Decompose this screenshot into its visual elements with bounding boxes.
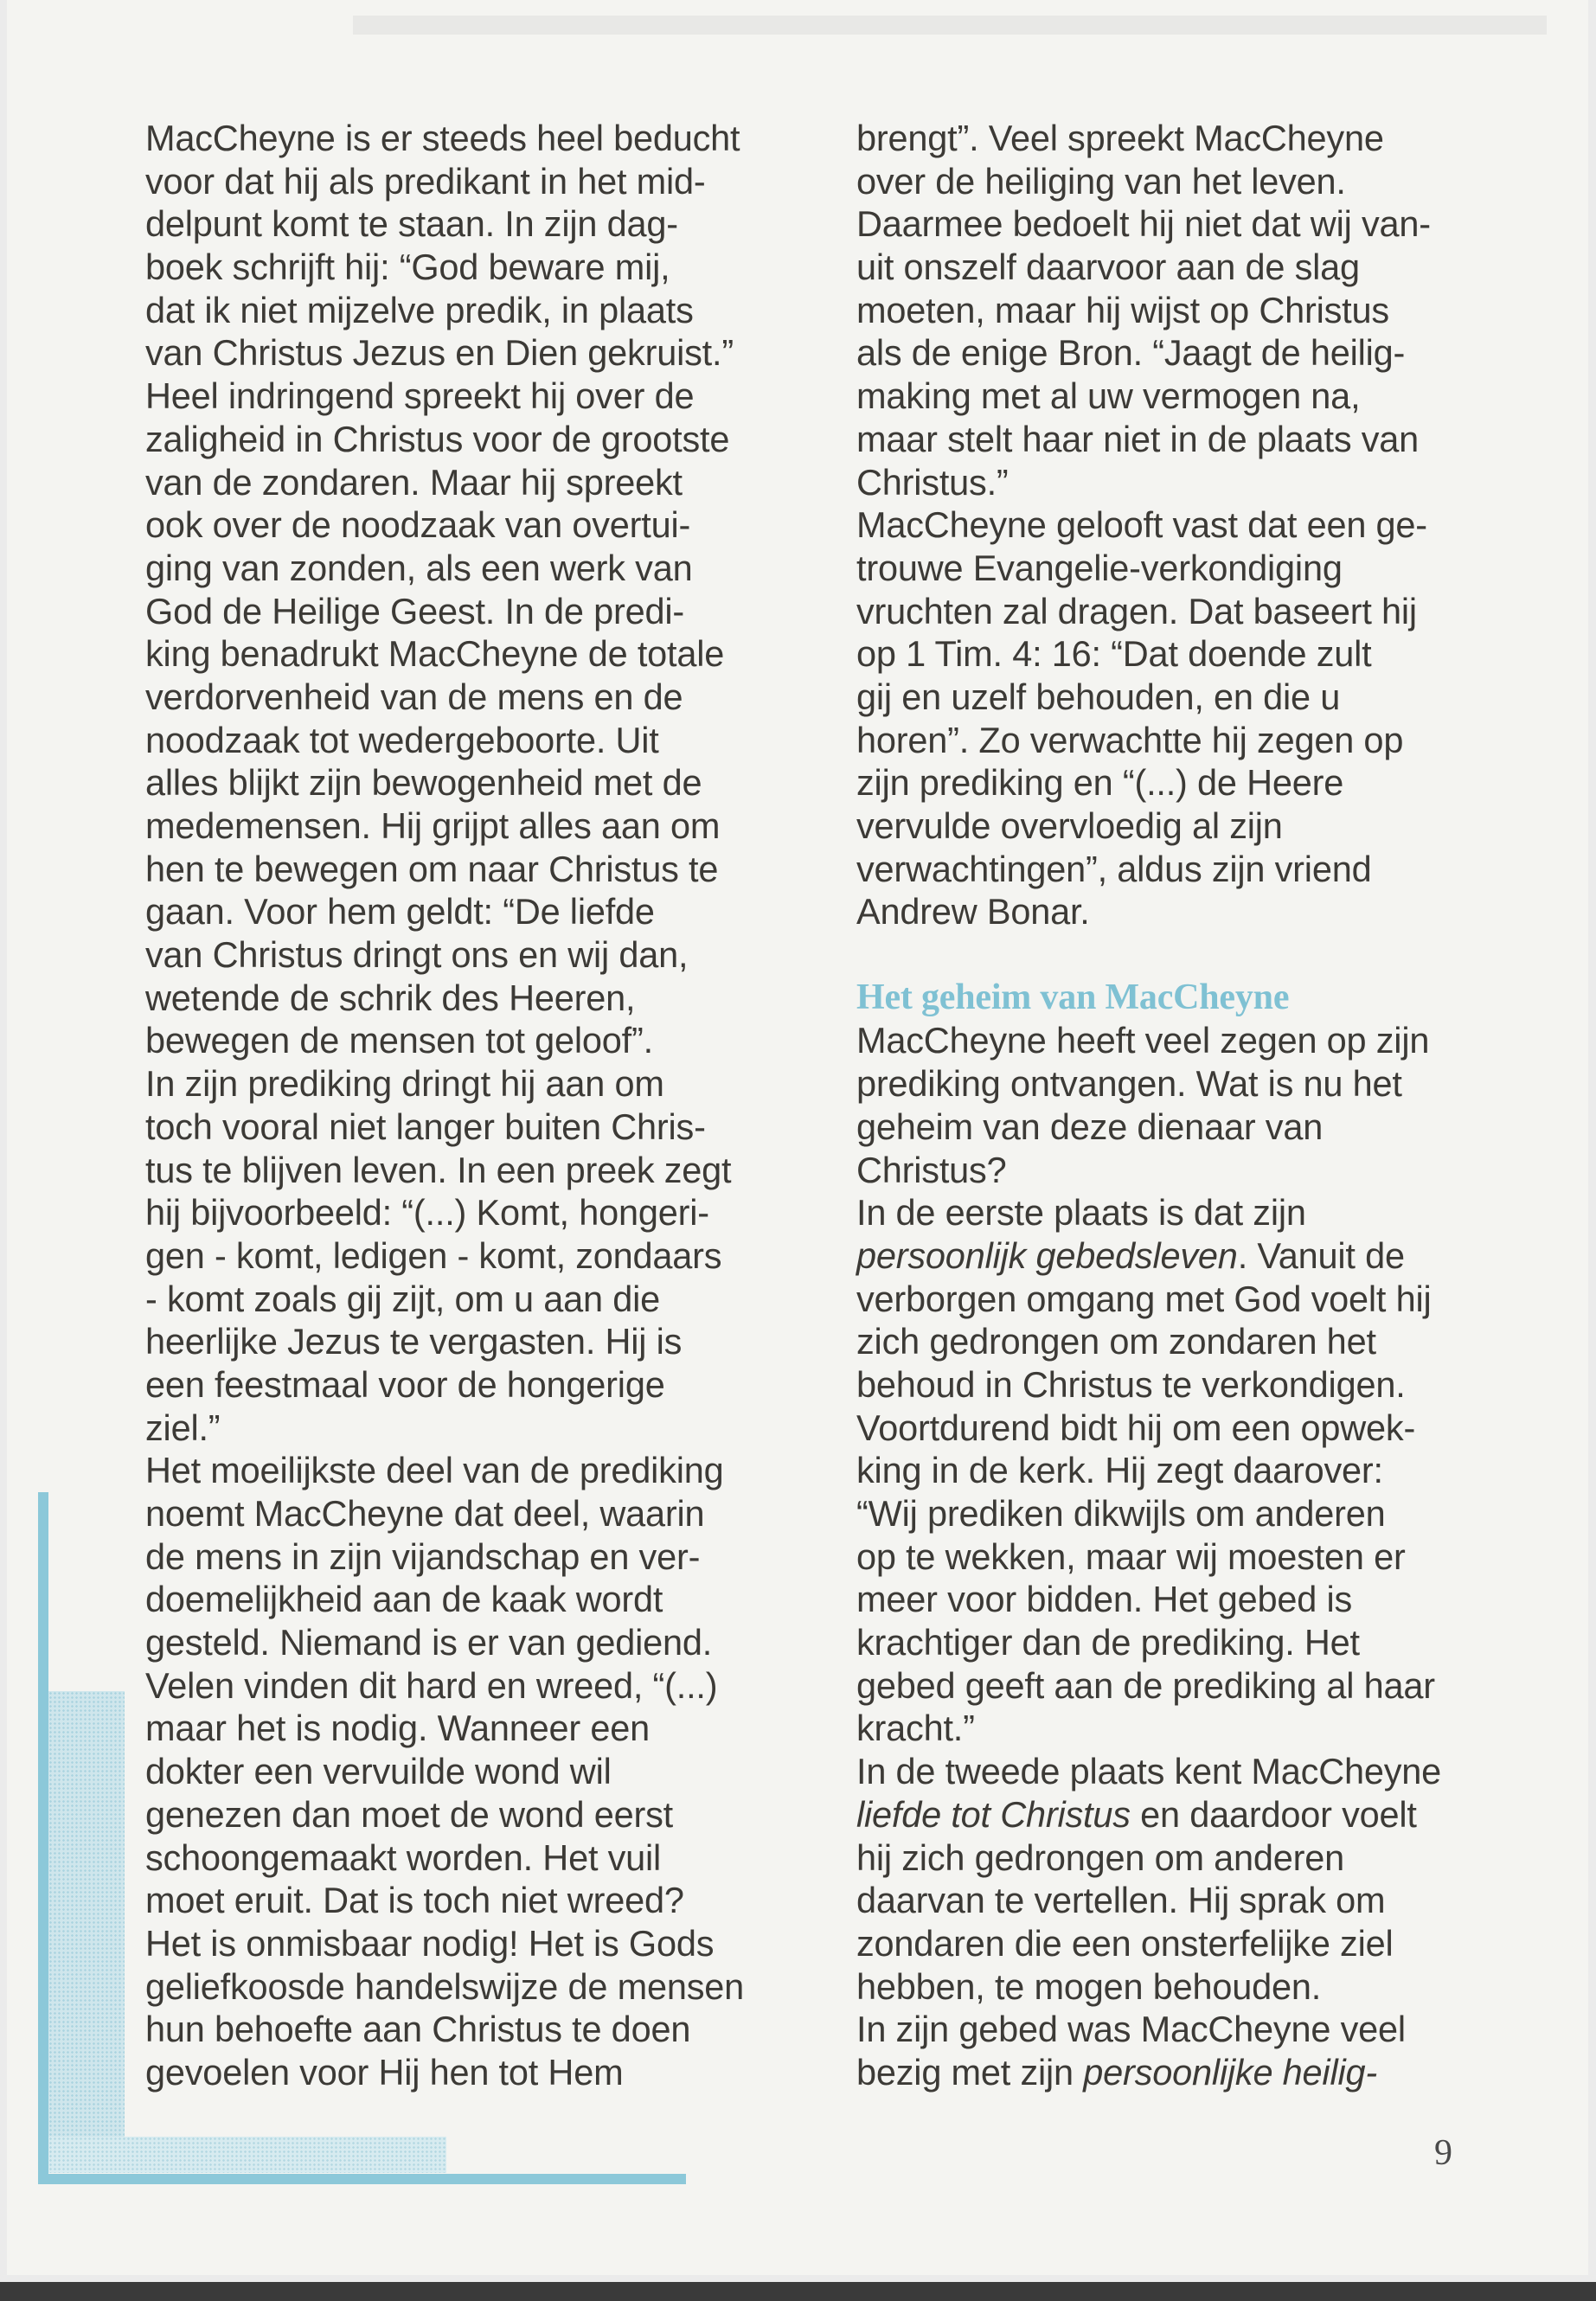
text-line: MacCheyne heeft veel zegen op zijn	[856, 1020, 1430, 1061]
text-line: geheim van deze dienaar van	[856, 1106, 1324, 1147]
text-line: verwachtingen”, aldus zijn vriend	[856, 848, 1372, 889]
decorative-dot-pattern	[48, 1691, 125, 2171]
text-line: hen te bewegen om naar Christus te	[145, 848, 719, 889]
left-text-column	[145, 117, 777, 2094]
italic-emphasis: persoonlijke heilig-	[1083, 2051, 1377, 2093]
right-text-column	[856, 117, 1479, 2094]
text-line: krachtiger dan de prediking. Het	[856, 1622, 1360, 1663]
page-number: 9	[1434, 2133, 1452, 2173]
text-line: - komt zoals gij zijt, om u aan die	[145, 1278, 660, 1319]
text-line: ging van zonden, als een werk van	[145, 547, 693, 588]
text-line: delpunt komt te staan. In zijn dag-	[145, 203, 678, 245]
right-column-paragraphs-1	[856, 117, 1479, 933]
text-line: Daarmee bedoelt hij niet dat wij van-	[856, 203, 1431, 245]
bottom-bleed-strip	[0, 2282, 1596, 2301]
text-line: Christus?	[856, 1149, 1007, 1190]
text-line: uit onszelf daarvoor aan de slag	[856, 247, 1360, 288]
right-column-paragraphs-2	[856, 1019, 1479, 2093]
text-line: verborgen omgang met God voelt hij	[856, 1278, 1432, 1319]
text-line: maar het is nodig. Wanneer een	[145, 1708, 651, 1749]
text-line: Andrew Bonar.	[856, 891, 1090, 933]
text-line: ook over de noodzaak van overtui-	[145, 504, 691, 546]
text-line: op 1 Tim. 4: 16: “Dat doende zult	[856, 633, 1372, 675]
text-line: Het is onmisbaar nodig! Het is Gods	[145, 1922, 715, 1964]
text-line: Het moeilijkste deel van de prediking	[145, 1450, 724, 1491]
text-line: making met al uw vermogen na,	[856, 375, 1361, 417]
section-heading: Het geheim van MacCheyne	[856, 977, 1290, 1017]
text-line: maar stelt haar niet in de plaats van	[856, 418, 1420, 459]
text-line: meer voor bidden. Het gebed is	[856, 1579, 1353, 1620]
text-line: dokter een vervuilde wond wil	[145, 1751, 612, 1792]
text-line: In zijn gebed was MacCheyne veel	[856, 2009, 1406, 2050]
text-line: boek schrijft hij: “God beware mij,	[145, 247, 670, 288]
text-line: zijn prediking en “(...) de Heere	[856, 762, 1344, 804]
text-line: van de zondaren. Maar hij spreekt	[145, 461, 683, 503]
italic-emphasis: liefde tot Christus	[856, 1793, 1131, 1835]
italic-emphasis: persoonlijk gebedsleven	[856, 1234, 1238, 1276]
text-line: heerlijke Jezus te vergasten. Hij is	[145, 1321, 683, 1362]
text-line: brengt”. Veel spreekt MacCheyne	[856, 118, 1384, 158]
text-line: prediking ontvangen. Wat is nu het	[856, 1063, 1402, 1105]
text-line: MacCheyne gelooft vast dat een ge-	[856, 504, 1427, 546]
text-line: van Christus Jezus en Dien gekruist.”	[145, 332, 734, 374]
text-line: zich gedrongen om zondaren het	[856, 1321, 1376, 1362]
text-line: zondaren die een onsterfelijke ziel	[856, 1922, 1394, 1964]
text-line: hebben, te mogen behouden.	[856, 1965, 1322, 2007]
text-line: moet eruit. Dat is toch niet wreed?	[145, 1880, 684, 1921]
text-line: dat ik niet mijzelve predik, in plaats	[145, 289, 694, 330]
text-line: de mens in zijn vijandschap en ver-	[145, 1535, 701, 1577]
text-line: gij en uzelf behouden, en die u	[856, 676, 1341, 717]
text-run: . Vanuit de	[1237, 1234, 1405, 1276]
decorative-frame-horizontal	[42, 2174, 686, 2184]
text-line: voor dat hij als predikant in het mid-	[145, 160, 706, 202]
text-line: zaligheid in Christus voor de grootste	[145, 418, 730, 459]
text-line	[856, 2051, 1479, 2094]
text-line: op te wekken, maar wij moesten er	[856, 1535, 1406, 1577]
text-line: Christus.”	[856, 461, 1009, 503]
text-line: tus te blijven leven. In een preek zegt	[145, 1149, 732, 1190]
text-line: king in de kerk. Hij zegt daarover:	[856, 1450, 1383, 1491]
text-line: hij bijvoorbeeld: “(...) Komt, hongeri-	[145, 1192, 709, 1234]
text-line: van Christus dringt ons en wij dan,	[145, 934, 689, 976]
text-line: verdorvenheid van de mens en de	[145, 676, 683, 717]
text-line: king benadrukt MacCheyne de totale	[145, 633, 725, 675]
text-line: gesteld. Niemand is er van gediend.	[145, 1622, 713, 1663]
text-line: vervulde overvloedig al zijn	[856, 805, 1283, 846]
text-line: trouwe Evangelie-verkondiging	[856, 547, 1343, 588]
text-line: horen”. Zo verwachtte hij zegen op	[856, 719, 1404, 760]
text-line: MacCheyne is er steeds heel beducht	[145, 118, 740, 158]
text-run: bezig met zijn	[856, 2051, 1084, 2093]
text-line: kracht.”	[856, 1708, 975, 1749]
text-line: hij zich gedrongen om anderen	[856, 1836, 1345, 1878]
text-line: wetende de schrik des Heeren,	[145, 977, 636, 1018]
text-line: als de enige Bron. “Jaagt de heilig-	[856, 332, 1406, 374]
text-line: gevoelen voor Hij hen tot Hem	[145, 2051, 624, 2093]
text-line: genezen dan moet de wond eerst	[145, 1793, 674, 1835]
text-line: daarvan te vertellen. Hij sprak om	[856, 1880, 1386, 1921]
decorative-dot-pattern-bottom	[48, 2137, 446, 2173]
text-line: behoud in Christus te verkondigen.	[856, 1363, 1406, 1405]
text-line: doemelijkheid aan de kaak wordt	[145, 1579, 663, 1620]
text-line: God de Heilige Geest. In de predi-	[145, 590, 684, 631]
text-line: toch vooral niet langer buiten Chris-	[145, 1106, 706, 1147]
text-line: noodzaak tot wedergeboorte. Uit	[145, 719, 659, 760]
decorative-frame-vertical	[38, 1492, 48, 2184]
text-line: ziel.”	[145, 1407, 221, 1448]
text-line	[856, 1793, 1479, 1836]
text-line	[856, 1234, 1479, 1278]
text-line: over de heiliging van het leven.	[856, 160, 1346, 202]
text-line: Voortdurend bidt hij om een opwek-	[856, 1407, 1416, 1448]
text-line: hun behoefte aan Christus te doen	[145, 2009, 691, 2050]
text-line: vruchten zal dragen. Dat baseert hij	[856, 590, 1417, 631]
text-line: medemensen. Hij grijpt alles aan om	[145, 805, 721, 846]
text-run: en daardoor voelt	[1130, 1793, 1417, 1835]
text-line: In de eerste plaats is dat zijn	[856, 1192, 1306, 1234]
text-line: geliefkoosde handelswijze de mensen	[145, 1965, 745, 2007]
text-line: alles blijkt zijn bewogenheid met de	[145, 762, 702, 804]
text-line: In de tweede plaats kent MacCheyne	[856, 1751, 1442, 1792]
text-line: gebed geeft aan de prediking al haar	[856, 1664, 1435, 1706]
text-line: schoongemaakt worden. Het vuil	[145, 1836, 662, 1878]
text-line: moeten, maar hij wijst op Christus	[856, 289, 1389, 330]
text-line: bewegen de mensen tot geloof”.	[145, 1020, 653, 1061]
text-line: een feestmaal voor de hongerige	[145, 1363, 665, 1405]
text-line: In zijn prediking dringt hij aan om	[145, 1063, 664, 1105]
text-line: Heel indringend spreekt hij over de	[145, 375, 695, 417]
top-bleed-strip	[353, 16, 1547, 35]
text-line: “Wij prediken dikwijls om anderen	[856, 1493, 1386, 1534]
text-line: gaan. Voor hem geldt: “De liefde	[145, 891, 655, 933]
text-line: noemt MacCheyne dat deel, waarin	[145, 1493, 705, 1534]
text-line: Velen vinden dit hard en wreed, “(...)	[145, 1664, 718, 1706]
text-line: gen - komt, ledigen - komt, zondaars	[145, 1234, 722, 1276]
